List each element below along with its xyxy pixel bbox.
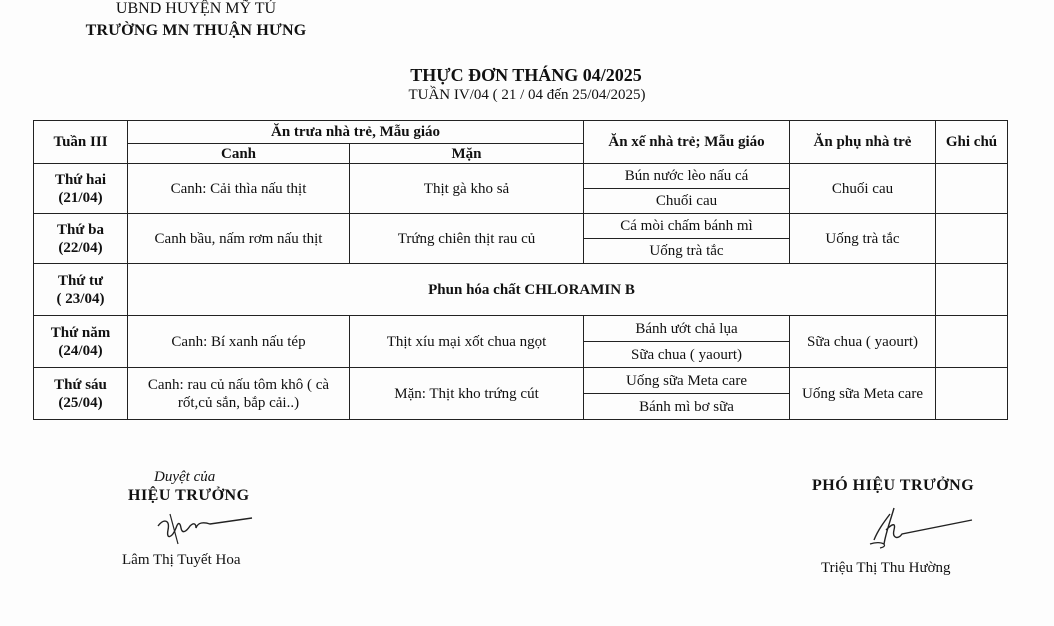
table-header-row bbox=[34, 121, 1008, 144]
table-row bbox=[34, 316, 1008, 342]
soup-header: Canh bbox=[128, 144, 350, 164]
vice-principal-signature-icon bbox=[862, 500, 982, 556]
extra-cell: Sữa chua ( yaourt) bbox=[790, 316, 936, 368]
day-cell: Thứ sáu (25/04) bbox=[34, 368, 128, 420]
principal-signature-block bbox=[106, 468, 286, 568]
week-subtitle: TUẦN IV/04 ( 21 / 04 đến 25/04/2025) bbox=[408, 87, 646, 103]
snack-cell: Bún nước lèo nấu cá bbox=[584, 164, 790, 189]
snack-cell: Bánh mì bơ sữa bbox=[584, 394, 790, 420]
snack-cell: Bánh ướt chả lụa bbox=[584, 316, 790, 342]
soup-cell: Canh bầu, nấm rơm nấu thịt bbox=[128, 214, 350, 264]
lunch-header: Ăn trưa nhà trẻ, Mẫu giáo bbox=[128, 121, 584, 144]
savory-header: Mặn bbox=[350, 144, 584, 164]
note-cell bbox=[936, 264, 1008, 316]
principal-name: Lâm Thị Tuyết Hoa bbox=[122, 552, 241, 568]
extra-cell: Uống trà tắc bbox=[790, 214, 936, 264]
note-cell bbox=[936, 164, 1008, 214]
snack-cell: Uống sữa Meta care bbox=[584, 368, 790, 394]
soup-cell: Canh: rau củ nấu tôm khô ( cà rốt,củ sắn, bắp cải..) bbox=[128, 368, 350, 420]
table-row bbox=[34, 164, 1008, 189]
document-title bbox=[0, 64, 1054, 104]
principal-signature-icon bbox=[150, 508, 260, 548]
note-cell bbox=[936, 214, 1008, 264]
snack-cell: Sữa chua ( yaourt) bbox=[584, 342, 790, 368]
savory-cell: Trứng chiên thịt rau củ bbox=[350, 214, 584, 264]
savory-cell: Thịt xíu mại xốt chua ngọt bbox=[350, 316, 584, 368]
table-row bbox=[34, 264, 1008, 316]
note-cell bbox=[936, 368, 1008, 420]
note-header: Ghi chú bbox=[936, 121, 1008, 164]
school-name: TRƯỜNG MN THUẬN HƯNG bbox=[85, 22, 307, 39]
week-header: Tuần III bbox=[34, 121, 128, 164]
note-cell bbox=[936, 316, 1008, 368]
vice-principal-signature-block bbox=[812, 476, 1012, 576]
menu-table bbox=[33, 120, 1008, 420]
day-cell: Thứ tư ( 23/04) bbox=[34, 264, 128, 316]
savory-cell: Thịt gà kho sả bbox=[350, 164, 584, 214]
document-header bbox=[80, 0, 312, 42]
day-cell: Thứ ba (22/04) bbox=[34, 214, 128, 264]
table-row bbox=[34, 214, 1008, 239]
org-name: UBND HUYỆN MỸ TÚ bbox=[115, 0, 277, 17]
snack-cell: Chuối cau bbox=[584, 189, 790, 214]
vice-principal-title: PHÓ HIỆU TRƯỞNG bbox=[812, 477, 975, 494]
approval-label: Duyệt của bbox=[154, 469, 216, 485]
principal-title: HIỆU TRƯỞNG bbox=[128, 487, 250, 504]
soup-cell: Canh: Bí xanh nấu tép bbox=[128, 316, 350, 368]
snack-cell: Cá mòi chấm bánh mì bbox=[584, 214, 790, 239]
extra-header: Ăn phụ nhà trẻ bbox=[790, 121, 936, 164]
extra-cell: Chuối cau bbox=[790, 164, 936, 214]
snack-cell: Uống trà tắc bbox=[584, 239, 790, 264]
table-row bbox=[34, 368, 1008, 394]
special-activity-cell: Phun hóa chất CHLORAMIN B bbox=[128, 264, 936, 316]
savory-cell: Mặn: Thịt kho trứng cút bbox=[350, 368, 584, 420]
vice-principal-name: Triệu Thị Thu Hường bbox=[821, 560, 951, 576]
snack-header: Ăn xế nhà trẻ; Mẫu giáo bbox=[584, 121, 790, 164]
soup-cell: Canh: Cải thìa nấu thịt bbox=[128, 164, 350, 214]
day-cell: Thứ năm (24/04) bbox=[34, 316, 128, 368]
day-cell: Thứ hai (21/04) bbox=[34, 164, 128, 214]
extra-cell: Uống sữa Meta care bbox=[790, 368, 936, 420]
menu-title: THỰC ĐƠN THÁNG 04/2025 bbox=[410, 65, 642, 85]
